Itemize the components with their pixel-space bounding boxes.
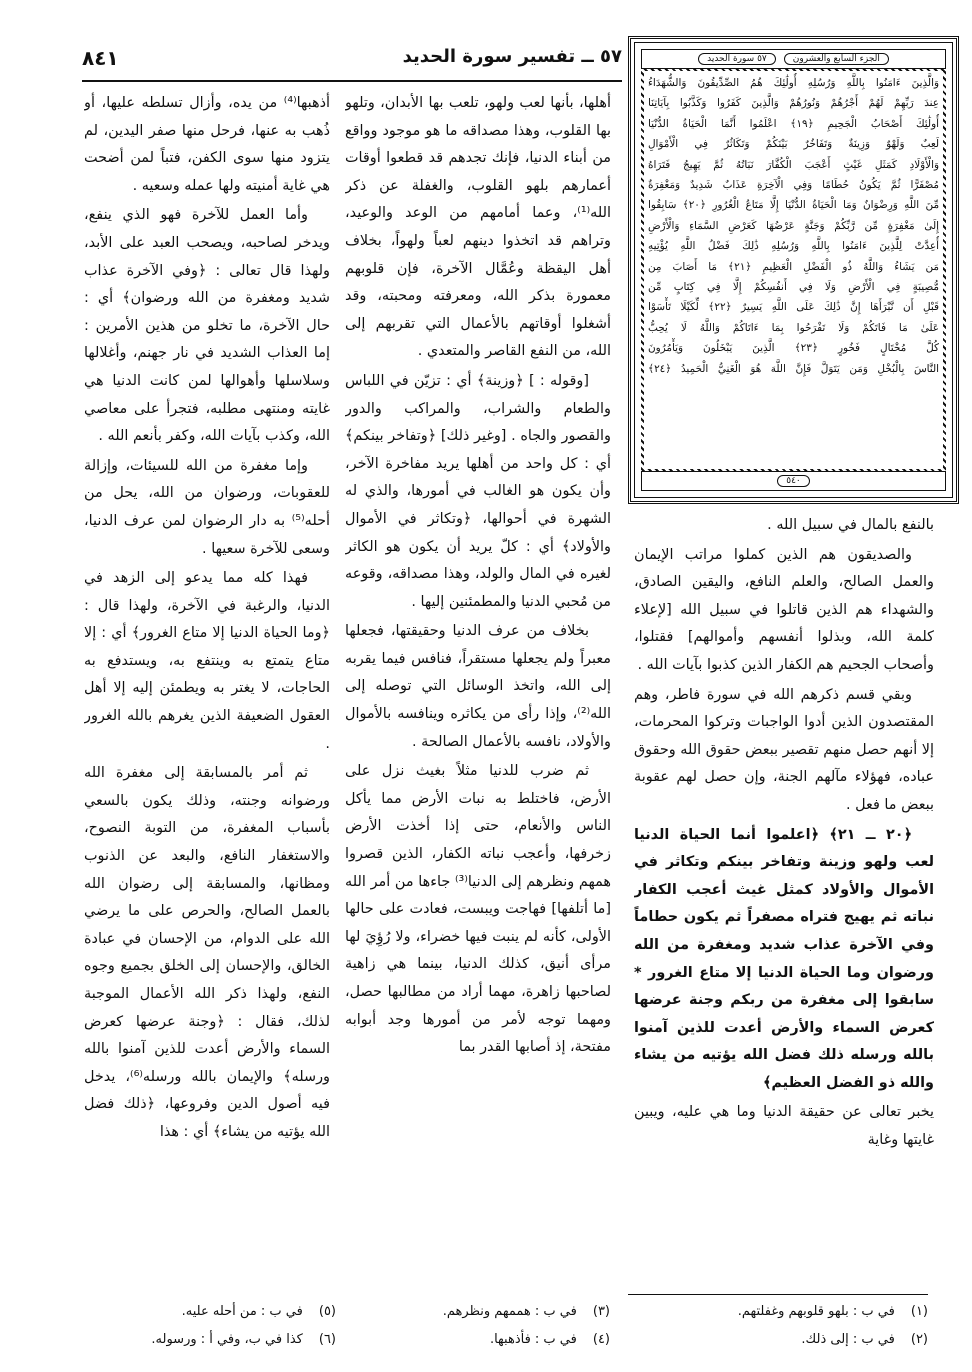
text-column-left [84, 90, 330, 1272]
footnote-1: (١)في ب : بلهو قلوبهم وغفلتهم. [737, 1304, 928, 1319]
quran-box-bottom-band [641, 471, 946, 491]
page-number: ٨٤١ [82, 46, 119, 70]
paragraph: بالنفع بالمال في سبيل الله . [767, 517, 934, 533]
paragraph: والصديقون هم الذين كملوا مراتب الإيمان والعمل الصالح، والعلم النافع، واليقين الصادق، والشهداء هم الذين قاتلوا في سبيل الله [لإعلاء كلمة الله، وبذلوا أنفسهم وأموالهم] فقتلوا، وأصحاب الجحيم هم الكفار الذين كذبوا بآيات الله . [634, 546, 934, 673]
quran-line: مُّصِيبَةٍ فِي الْأَرْضِ وَلَا فِي أَنفُسِكُمْ إِلَّا فِي كِتَابٍ مِّن [648, 281, 939, 294]
header-title: ٥٧ ــ تفسير سورة الحديد [402, 46, 622, 67]
quran-line: قَبْلِ أَن نَّبْرَأَهَا إِنَّ ذَٰلِكَ عَلَى اللَّهِ يَسِيرٌ ﴿٢٢﴾ لِّكَيْلَا تَأْسَوْا [648, 301, 939, 314]
footnote-2: (٢)في ب : إلى ذلك. [801, 1332, 928, 1347]
surah-label: ٥٧ سورة الحديد [698, 53, 776, 65]
quran-line: مُصْفَرًّا ثُمَّ يَكُونُ حُطَامًا وَفِي الْآخِرَةِ عَذَابٌ شَدِيدٌ وَمَغْفِرَةٌ [648, 179, 939, 192]
footnote-5: (٥)في ب : من أحله عليه. [181, 1304, 336, 1319]
quran-line: أُعِدَّتْ لِلَّذِينَ ءَامَنُوا بِاللَّهِ وَرُسُلِهِ ذَٰلِكَ فَضْلُ اللَّهِ يُؤْتِيهِ [648, 240, 939, 253]
quran-line: أُولَٰئِكَ أَصْحَابُ الْجَحِيمِ ﴿١٩﴾ اعْلَمُوا أَنَّمَا الْحَيَاةُ الدُّنْيَا [648, 117, 939, 130]
footnote-6: (٦)كذا في ب، وفي أ : ورسوله. [151, 1332, 336, 1347]
quran-line: كُلَّ مُخْتَالٍ فَخُورٍ ﴿٢٣﴾ الَّذِينَ يَبْخَلُونَ وَيَأْمُرُونَ [648, 342, 939, 355]
juz-label: الجزء السابع والعشرون [784, 53, 889, 65]
quran-line: لَعِبٌ وَلَهْوٌ وَزِينَةٌ وَتَفَاخُرٌ بَيْنَكُمْ وَتَكَاثُرٌ فِي الْأَمْوَالِ [648, 138, 939, 151]
paragraph: ثم أمر بالمسابقة إلى مغفرة الله ورضوانه وجنته، وذلك يكون بالسعي بأسباب المغفرة، من التوبة النصوح، والاستغفار النافع، والبعد عن الذنوب ومظانها، والمسابقة إلى رضوان الله بالعمل الصالح، والحرص على ما يرضي الله على الدوام، من الإحسان في عبادة الخالق، والإحسان إلى الخلق بجميع وجوه النفع، ولهذا ذكر الله الأعمال الموجبة لذلك، فقال : ﴿وجنة عرضها كعرض السماء والأرض أعدت للذين آمنوا بالله ورسله﴾ والإيمان بالله ورسله⁽⁶⁾، يدخل فيه أصول الدين وفروعها، ﴿ذلك فضل الله يؤتيه من يشاء﴾ أي : هذا [84, 765, 330, 1140]
paragraph: ثم ضرب للدنيا مثلاً بغيث نزل على الأرض، فاختلط به نبات الأرض مما يأكل الناس والأنعام، حتى إذا أخذت الأرض زخرفها، وأعجب نباته الكفار، الذين قصروا همهم ونظرهم إلى الدنيا⁽³⁾ جاءها من أمر الله [ما أتلفها] فهاجت ويبست، فعادت على حالها الأولى، كأنه لم ينبت فيها خضراء، ولا رُؤِيَ لها مرأى أنيق، كذلك الدنيا، بينما هي زاهية لصاحبها زاهرة، مهما أراد من مطالبها حصل، ومهما توجه لأمر من أمورها وجد أبوابه مفتحة، إذ أصابها القدر بما [345, 763, 611, 1056]
quran-line: عَلَىٰ مَا فَاتَكُمْ وَلَا تَفْرَحُوا بِمَا ءَاتَاكُمْ وَاللَّهُ لَا يُحِبُّ [648, 321, 939, 334]
quran-line: مَن يَشَاءُ وَاللَّهُ ذُو الْفَضْلِ الْعَظِيمِ ﴿٢١﴾ مَا أَصَابَ مِن [648, 260, 939, 273]
paragraph: وأما العمل للآخرة فهو الذي ينفع، ويدخر لصاحبه، ويصحب العبد على الأبد، ولهذا قال تعالى : ﴿وفي الآخرة عذاب شديد ومغفرة من الله ورضوان﴾ أي : حال الآخرة، ما تخلو من هذين الأمرين : إما العذاب الشديد في نار جهنم، وأغلالها وسلاسلها وأهوالها لمن كانت الدنيا هي غايته ومنتهى مطلبه، فتجرأ على معاصي الله، وكذب بآيات الله، وكفر بأنعم الله . [84, 207, 330, 445]
mushaf-page-number: ٥٤٠ [777, 475, 810, 487]
text-column-middle [345, 90, 611, 1272]
paragraph: ﴿٢٠ ــ ٢١﴾ ﴿اعلموا أنما الحياة الدنيا لعب ولهو وزينة وتفاخر بينكم وتكاثر في الأموال والأولاد كمثل غيث أعجب الكفار نباته ثم يهيج فتراه مصفراً ثم يكون حطاماً وفي الآخرة عذاب شديد ومغفرة من الله ورضوان وما الحياة الدنيا إلا متاع الغرور * سابقوا إلى مغفرة من ربكم وجنة عرضها كعرض السماء والأرض أعدت للذين آمنوا بالله ورسله ذلك فضل الله يؤتيه من يشاء والله ذو الفضل العظيم﴾ [634, 826, 934, 1091]
footnote-4: (٤)في ب : فأذهبها. [489, 1332, 610, 1347]
paragraph: بخلاف من عرف الدنيا وحقيقتها، فجعلها معبراً ولم يجعلها مستقراً، فنافس فيما يقربه إلى الله، واتخذ الوسائل التي توصله إلى الله⁽²⁾، وإذا رأى من يكاثره وينافسه بالأموال والأولاد، نافسه بالأعمال الصالحة . [345, 623, 611, 750]
quran-line: وَالَّذِينَ ءَامَنُوا بِاللَّهِ وَرُسُلِهِ أُولَٰئِكَ هُمُ الصِّدِّيقُونَ وَالشُّهَدَاءُ [648, 77, 939, 89]
text-column-right [634, 512, 934, 1272]
running-header [82, 40, 622, 82]
paragraph: وإما مغفرة من الله للسيئات، وإزالة للعقوبات، ورضوان من الله، يحل من أحله⁽⁵⁾ به دار الرضوان لمن عرف الدنيا، وسعى للآخرة سعيها . [84, 457, 330, 557]
quran-verses-text [644, 71, 943, 469]
quran-box-top-band [641, 49, 946, 69]
quran-line: عِندَ رَبِّهِمْ لَهُمْ أَجْرُهُمْ وَنُورُهُمْ وَالَّذِينَ كَفَرُوا وَكَذَّبُوا بِآيَاتِنَا [648, 97, 939, 110]
paragraph: [وقوله : ] ﴿وزينة﴾ أي : تزيّن في اللباس والطعام والشراب، والمراكب والدور والقصور والجاه . [وغير ذلك] ﴿وتفاخر بينكم﴾ أي : كل واحد من أهلها يريد مفاخرة الآخر، وأن يكون هو الغالب في أمورها، والذي له الشهرة في أحوالها، ﴿وتكاثر في الأموال والأولاد﴾ أي : كلّ يريد أن يكون هو الكاثر لغيره في المال والولد، وهذا مصداقه، وقوعه من مُحبي الدنيا والمطمئنين إليها . [345, 372, 611, 610]
paragraph: أذهبها⁽⁴⁾ من يده، وأزال تسلطه عليها، أو ذُهب به عنها، فرحل منها صفر اليدين، لم يتزود منها سوى الكفن، فتباً لمن أضحت هي غاية أمنيته ولها عمله وسعيه . [84, 95, 330, 194]
paragraph: فهذا كله مما يدعو إلى الزهد في الدنيا، والرغبة في الآخرة، ولهذا قال : ﴿وما الحياة الدنيا إلا متاع الغرور﴾ أي : إلا متاع يتمتع به وينتفع به، ويستدفع به الحاجات، لا يغتر به ويطمئن إليه إلا أهل العقول الضعيفة الذين يغرهم بالله الغرور . [84, 570, 330, 752]
footnote-rule [628, 1294, 928, 1295]
ornamental-border [635, 43, 952, 497]
quran-line: مِّنَ اللَّهِ وَرِضْوَانٌ وَمَا الْحَيَاةُ الدُّنْيَا إِلَّا مَتَاعُ الْغُرُورِ ﴿٢٠﴾ سَابِقُوا [648, 199, 939, 212]
footnote-3: (٣)في ب : هممهم ونظرهم. [442, 1304, 610, 1319]
quran-verses-box [628, 36, 959, 504]
quran-line: وَالْأَوْلَادِ كَمَثَلِ غَيْثٍ أَعْجَبَ الْكُفَّارَ نَبَاتُهُ ثُمَّ يَهِيجُ فَتَرَاهُ [648, 158, 939, 171]
paragraph: أهلها، بأنها لعب ولهو، تلعب بها الأبدان، وتلهو بها القلوب، وهذا مصداقه ما هو موجود وواقع من أبناء الدنيا، فإنك تجدهم قد قطعوا أوقات أعمارهم بلهو القلوب، والغفلة عن ذكر الله⁽¹⁾، وعما أمامهم من الوعد والوعيد، وتراهم قد اتخذوا دينهم لعباً ولهواً، بخلاف أهل اليقظة وعُمَّال الآخرة، فإن قلوبهم معمورة بذكر الله، ومعرفته ومحبته، وقد أشغلوا أوقاتهم بالأعمال التي تقربهم إلى الله، من النفع القاصر والمتعدي . [345, 95, 611, 360]
paragraph: يخبر تعالى عن حقيقة الدنيا وما هي عليه، ويبين غايتها وغاية [634, 1104, 934, 1149]
paragraph: وبقي قسم ذكرهم الله في سورة فاطر، وهم المقتصدون الذين أدوا الواجبات وتركوا المحرمات، إلا أنهم حصل منهم تقصير ببعض حقوق الله وحقوق عباده، فهؤلاء مآلهم الجنة، وإن حصل لهم عقوبة ببعض ما فعل . [634, 686, 934, 813]
quran-line: إِلَىٰ مَغْفِرَةٍ مِّن رَّبِّكُمْ وَجَنَّةٍ عَرْضُهَا كَعَرْضِ السَّمَاءِ وَالْأَرْضِ [648, 219, 939, 232]
quran-line: النَّاسَ بِالْبُخْلِ وَمَن يَتَوَلَّ فَإِنَّ اللَّهَ هُوَ الْغَنِيُّ الْحَمِيدُ ﴿٢٤﴾ [648, 362, 939, 375]
